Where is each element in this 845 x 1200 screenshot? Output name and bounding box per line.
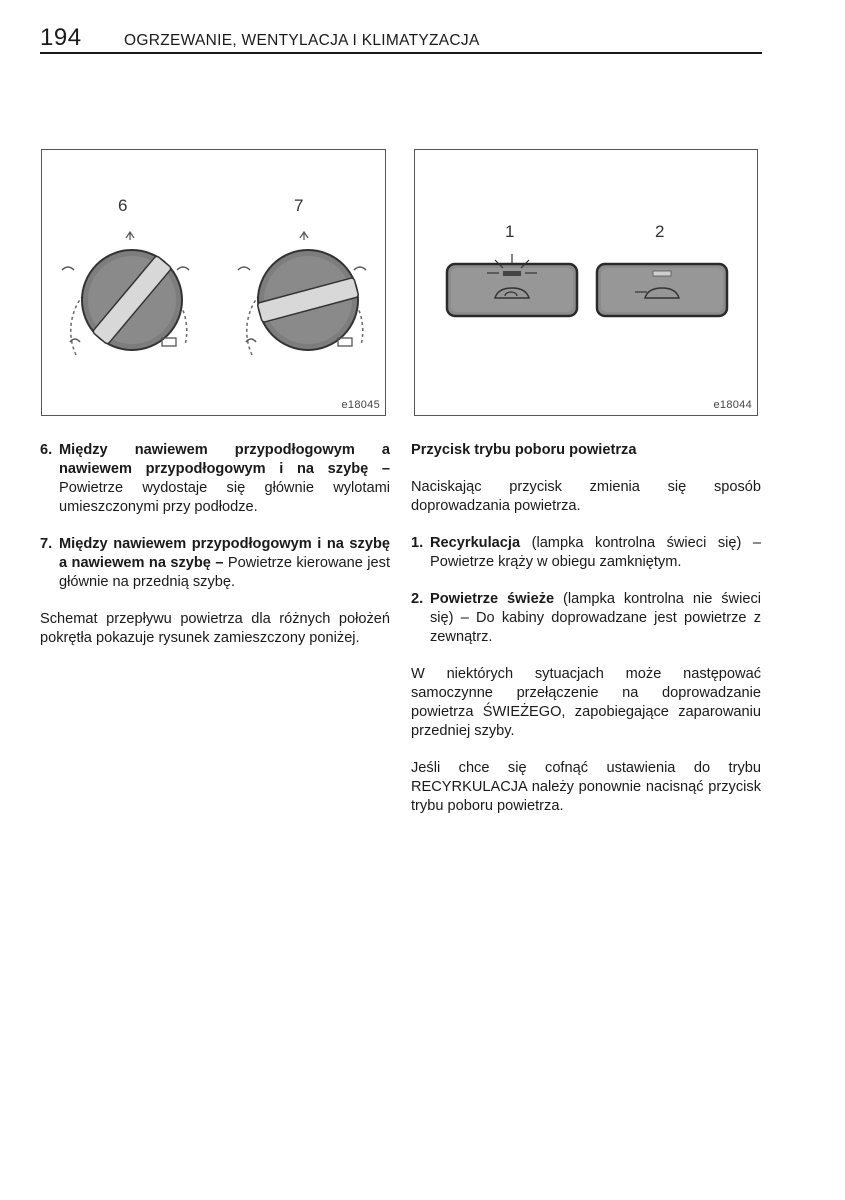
knob-label-7: 7 [294, 196, 304, 215]
fresh-air-button [597, 264, 727, 316]
auto-switch-paragraph: W niektórych sytuacjach może następować samoczynne przełączenie na doprowadzanie powietrza ŚWIEŻEGO, zapobiegające zaparowaniu przedniej szyby. [411, 666, 761, 739]
knob-illustration [42, 150, 385, 415]
list-item-2 [411, 590, 761, 647]
button-illustration [415, 150, 757, 415]
item-text: Powietrze kierowane jest głównie na przednią szybę. [59, 555, 390, 590]
left-text-column [40, 441, 390, 648]
item-number: 7. [40, 536, 53, 552]
knob-label-6: 6 [118, 196, 128, 215]
section-heading: Przycisk trybu poboru powietrza [411, 442, 637, 458]
item-number: 1. [411, 535, 424, 551]
knob-6 [62, 232, 189, 355]
item-text: (lampka kontrolna nie świeci się) – Do kabiny doprowadzane jest powietrze z zewnątrz. [430, 591, 761, 645]
item-number: 2. [411, 591, 424, 607]
item-title: Recyrkulacja [430, 535, 521, 551]
figure-code-right: e18044 [713, 399, 752, 411]
airflow-diagram-note: Schemat przepływu powietrza dla różnych położeń pokrętła pokazuje rysunek zamieszczony poniżej. [40, 611, 390, 646]
item-title: Między nawiewem przypodłogowym i na szybę a nawiewem na szybę – [59, 536, 390, 571]
button-label-1: 1 [505, 222, 515, 241]
list-item-1 [411, 534, 761, 572]
item-number: 6. [40, 442, 53, 458]
item-title: Powietrze świeże [430, 591, 555, 607]
item-text: (lampka kontrolna świeci się) – Powietrze krąży w obiegu zamkniętym. [430, 535, 761, 570]
item-title: Między nawiewem przypodłogowym a nawiewem przypodłogowym i na szybę – [59, 442, 390, 477]
list-item-6 [40, 441, 390, 517]
intro-paragraph: Naciskając przycisk zmienia się sposób doprowadzania powietrza. [411, 479, 761, 514]
list-item-7 [40, 535, 390, 592]
item-text: Powietrze wydostaje się głównie wylotami umieszczonymi przy podłodze. [59, 480, 390, 515]
figure-mode-knobs [41, 149, 386, 416]
chapter-title: OGRZEWANIE, WENTYLACJA I KLIMATYZACJA [124, 32, 480, 49]
page-header [40, 24, 762, 54]
revert-paragraph: Jeśli chce się cofnąć ustawienia do trybu RECYRKULACJA należy ponownie nacisnąć przycisk trybu poboru powietrza. [411, 760, 761, 814]
figure-code-left: e18045 [341, 399, 380, 411]
right-text-column [411, 441, 761, 816]
figure-air-intake-buttons [414, 149, 758, 416]
button-label-2: 2 [655, 222, 665, 241]
recirculation-button [447, 254, 577, 316]
header-rule [40, 52, 762, 54]
page-number: 194 [40, 24, 82, 51]
knob-7 [238, 232, 366, 355]
